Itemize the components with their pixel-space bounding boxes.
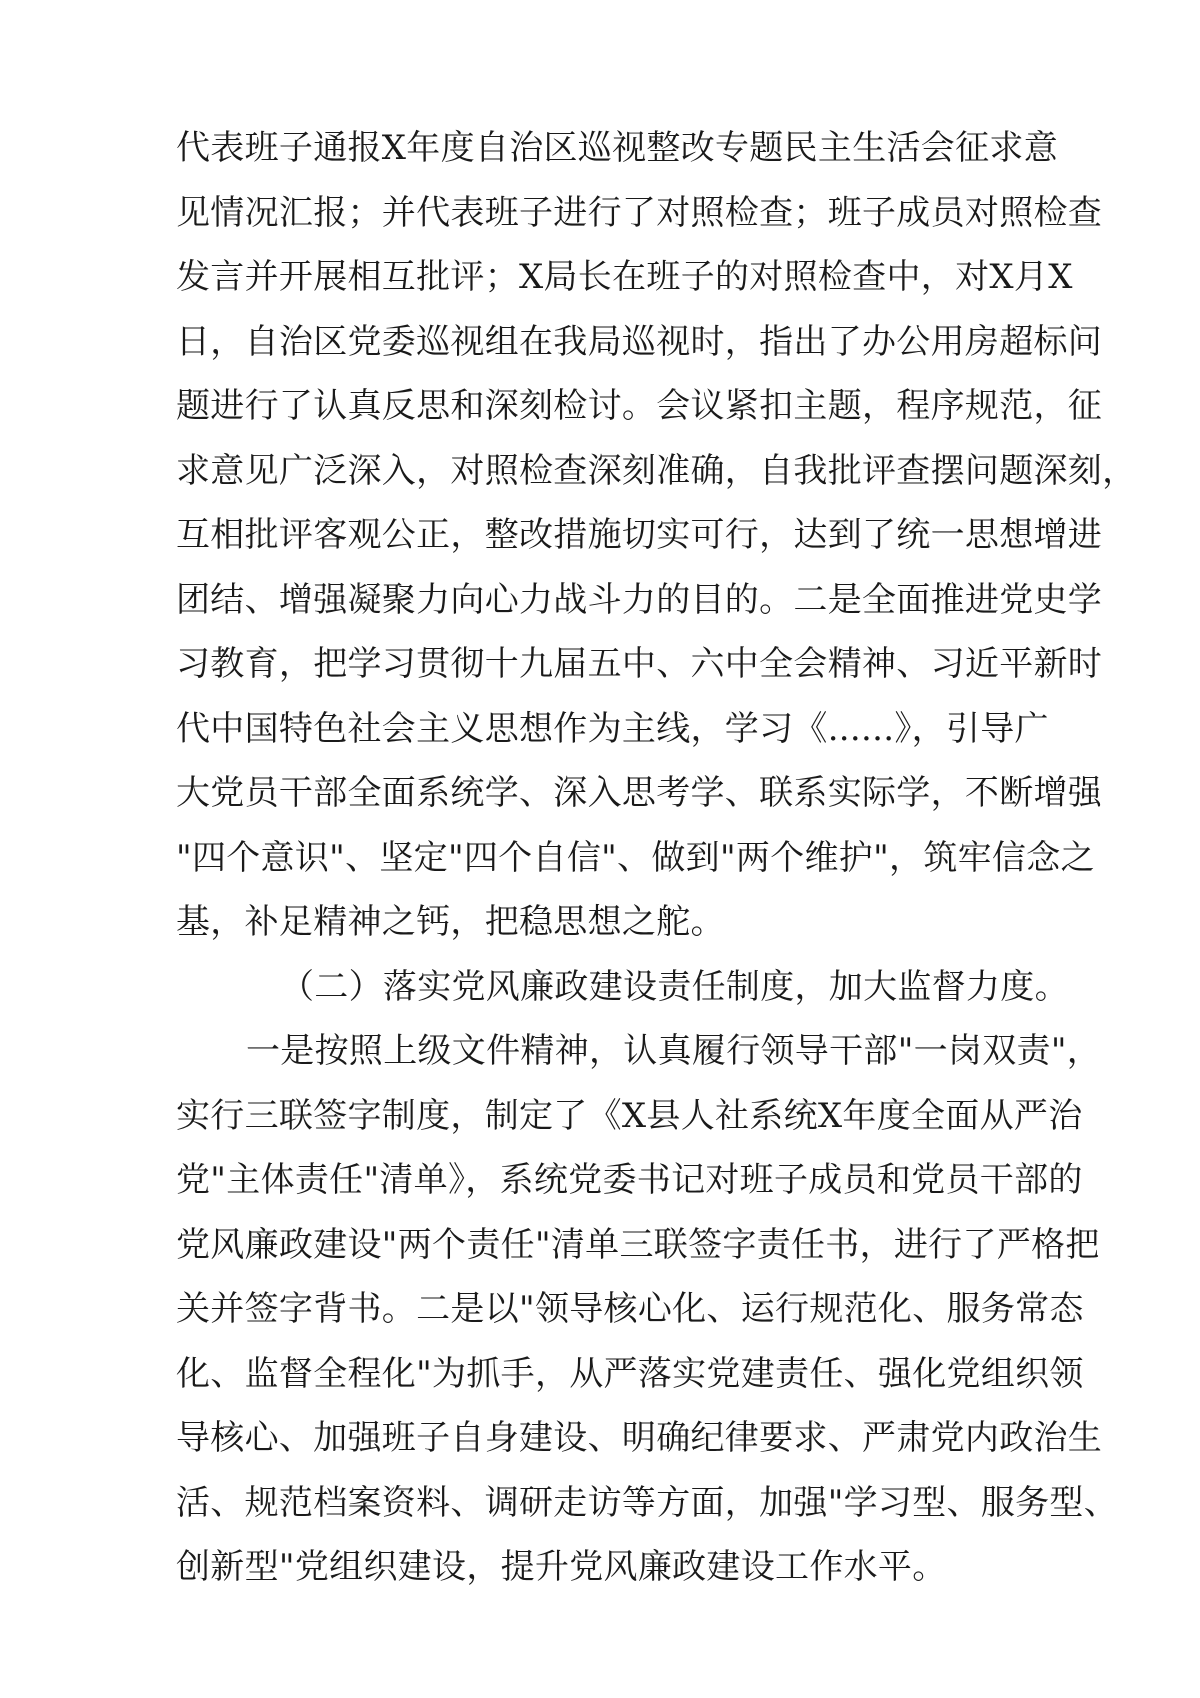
text-line: 化、监督全程化"为抓手，从严落实党建责任、强化党组织领 <box>176 1353 1084 1394</box>
document-body <box>176 116 1137 1600</box>
text-line: 代中国特色社会主义思想作为主线，学习《......》，引导广 <box>176 708 1049 749</box>
text-line: 团结、增强凝聚力向心力战斗力的目的。二是全面推进党史学 <box>176 579 1103 620</box>
text-line: 基，补足精神之钙，把稳思想之舵。 <box>176 902 725 942</box>
text-line: 导核心、加强班子自身建设、明确纪律要求、严肃党内政治生 <box>176 1418 1103 1458</box>
text-line: 关并签字背书。二是以"领导核心化、运行规范化、服务常态 <box>176 1289 1084 1329</box>
text-line: 党风廉政建设"两个责任"清单三联签字责任书，进行了严格把 <box>176 1224 1100 1265</box>
paragraph-first-line: 一是按照上级文件精神，认真履行领导干部"一岗双责"， <box>246 1031 1102 1071</box>
text-line: 题进行了认真反思和深刻检讨。会议紧扣主题，程序规范，征 <box>176 386 1103 426</box>
text-line: 实行三联签字制度，制定了《X县人社系统X年度全面从严治 <box>176 1095 1083 1136</box>
text-line: 党"主体责任"清单》，系统党委书记对班子成员和党员干部的 <box>176 1160 1083 1200</box>
text-line: 见情况汇报；并代表班子进行了对照检查；班子成员对照检查 <box>176 192 1103 233</box>
text-line: 求意见广泛深入，对照检查深刻准确，自我批评查摆问题深刻， <box>176 450 1137 491</box>
text-line: 大党员干部全面系统学、深入思考学、联系实际学，不断增强 <box>176 773 1103 813</box>
text-line: 习教育，把学习贯彻十九届五中、六中全会精神、习近平新时 <box>176 644 1103 684</box>
text-line: 日，自治区党委巡视组在我局巡视时，指出了办公用房超标问 <box>176 321 1103 362</box>
text-line: "四个意识"、坚定"四个自信"、做到"两个维护"，筑牢信念之 <box>176 837 1095 878</box>
text-line: 代表班子通报X年度自治区巡视整改专题民主生活会征求意 <box>176 128 1059 168</box>
text-line: 创新型"党组织建设，提升党风廉政建设工作水平。 <box>176 1547 947 1587</box>
text-line: 活、规范档案资料、调研走访等方面，加强"学习型、服务型、 <box>176 1482 1119 1523</box>
text-line: 互相批评客观公正，整改措施切实可行，达到了统一思想增进 <box>176 515 1103 555</box>
section-heading: （二）落实党风廉政建设责任制度，加大监督力度。 <box>280 966 1069 1007</box>
text-line: 发言并开展相互批评；X局长在班子的对照检查中，对X月X <box>176 257 1073 297</box>
